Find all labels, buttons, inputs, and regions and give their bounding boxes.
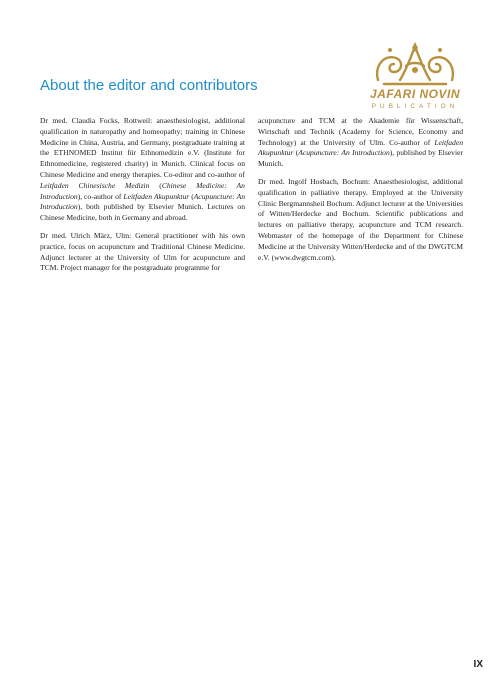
text-run: Dr med. Ingolf Hosbach, Bochum: Anaesthesiologist, additional qualification in palliative therapy. Employed at the University Clinic Bergmannsheil Bochum. Adjunct lecturer at the Universities of Witten/Herdecke and Bochum. Scientific publications and lectures on palliative therapy, acupuncture and TCM research. Webmaster of the homepage of the Department for Chinese Medicine at the University Witten/Herdecke and of the DWGTCM e.V. (www.dwgtcm.com). (258, 176, 463, 262)
text-run: ), both published by Elsevier Munich. Lectures on Chinese Medicine, both in Germany and abroad. (40, 202, 245, 223)
page-number: IX (473, 659, 483, 670)
text-run: Dr med. Claudia Focks, Rottweil: anaesthesiologist, additional qualification in naturopathy and homeopathy; training in Chinese Medicine in China, Austria, and Germany, postgraduate training at the ETHNOMED Institut für Ethnomedizin e.V. (Institute for Ethnomedicine, registered charity) in Munich. Clinical focus on Chinese Medicine and energy therapies. Co-editor and co-author of (40, 116, 245, 179)
left-column (40, 116, 245, 281)
logo-sub-text: PUBLICATION (371, 103, 459, 110)
italic-title: Leitfaden Akupunktur (123, 191, 190, 201)
text-run: ( (189, 191, 194, 201)
bio-paragraph (258, 116, 463, 170)
text-run: ), co-author of (77, 191, 124, 201)
italic-title: Leitfaden Akupunktur (258, 137, 463, 158)
bio-paragraph (40, 116, 245, 224)
text-run: Dr med. Ulrich März, Ulm: General practitioner with his own practice, focus on acupuncture and Traditional Chinese Medicine. Adjunct lecturer at the University of Ulm for acupuncture and TCM. Project manager for the postgraduate programme for (40, 230, 245, 273)
italic-title: Chinese Medicine: An Introduction (40, 180, 245, 201)
italic-title: Acupuncture: An Introduction (298, 148, 390, 158)
text-run: ( (149, 180, 162, 190)
bio-paragraph (40, 231, 245, 274)
italic-title: Acupuncture: An Introduction (40, 191, 246, 212)
ornament-icon (370, 40, 460, 88)
publisher-logo (350, 40, 480, 126)
bio-paragraph (258, 177, 463, 263)
page-heading: About the editor and contributors (40, 77, 258, 95)
italic-title: Leitfaden Chinesische Medizin (40, 180, 150, 190)
logo-brand-text: JAFARI NOVIN (369, 87, 460, 101)
text-run: acupuncture and TCM at the Akademie für Wissenschaft, Wirtschaft und Technik (Academy for Science, Economy and Technology) at the University of Ulm. Co-author of (258, 116, 463, 147)
text-run: ( (293, 148, 299, 158)
text-run: ), published by Elsevier Munich. (258, 148, 463, 169)
right-column (258, 116, 463, 270)
